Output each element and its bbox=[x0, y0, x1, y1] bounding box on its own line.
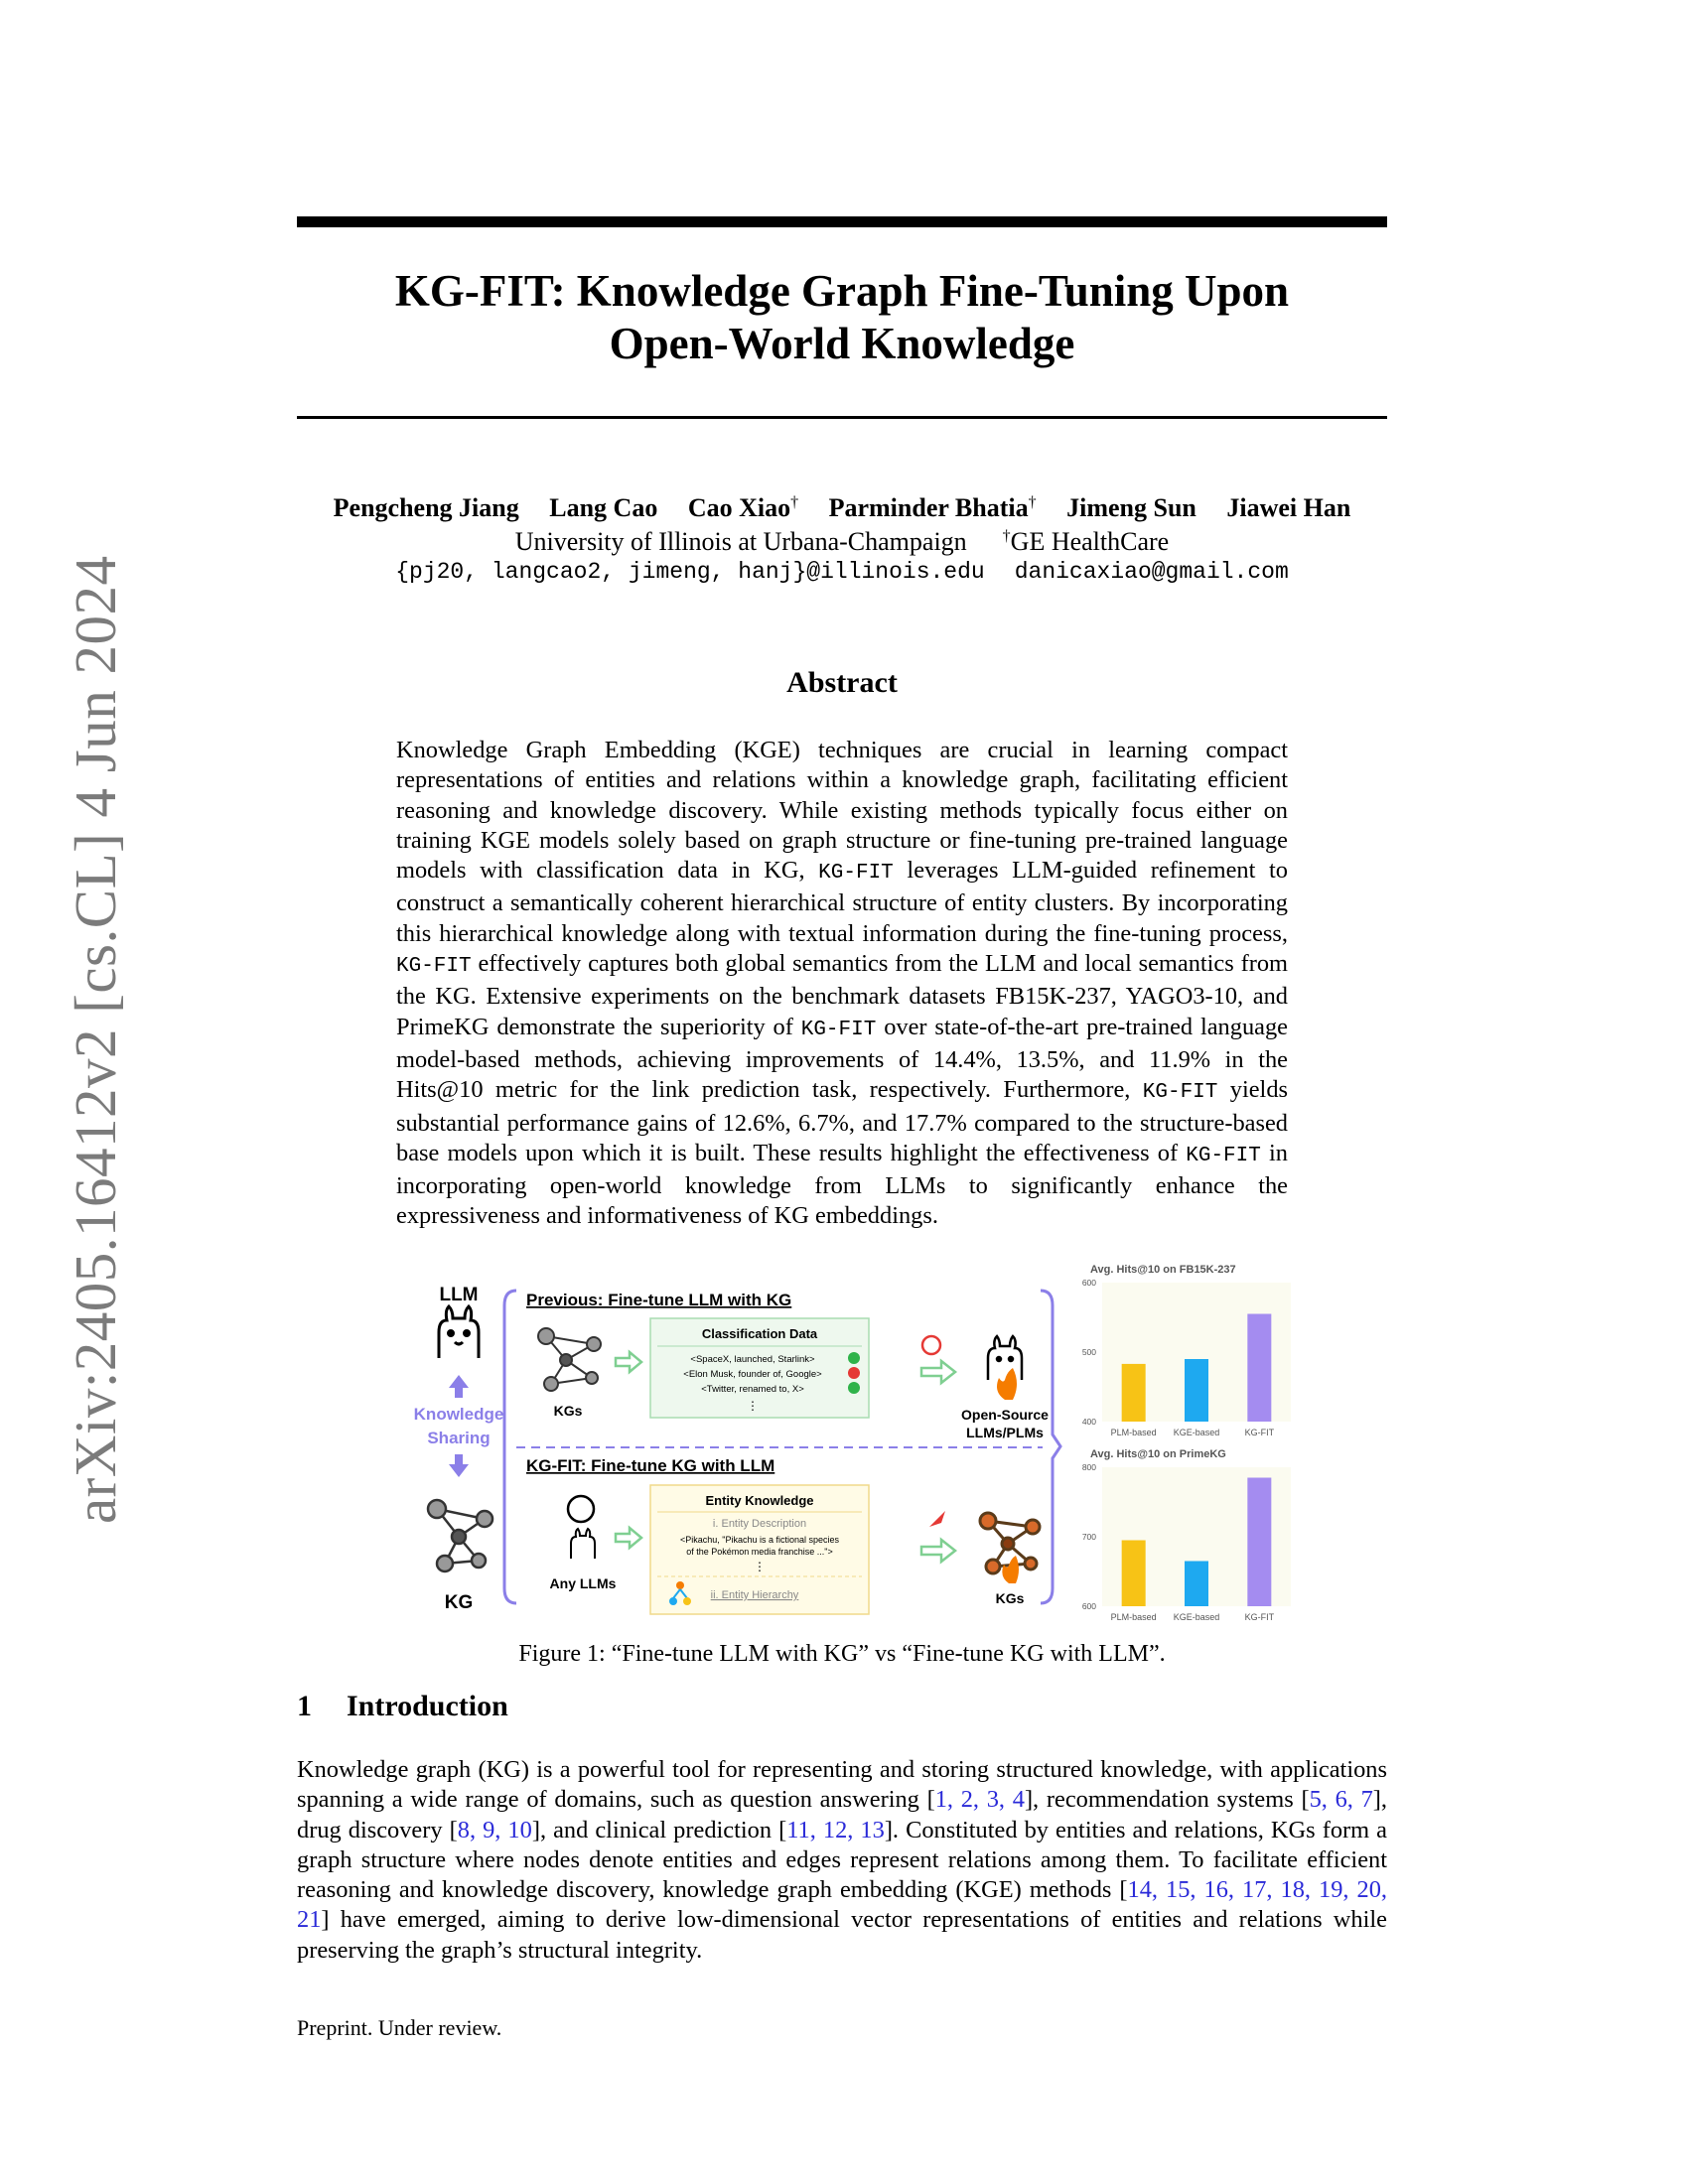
bar bbox=[1185, 1562, 1208, 1607]
author: Jiawei Han bbox=[1226, 493, 1351, 522]
arrow-right-icon bbox=[616, 1352, 641, 1372]
kgs-out-label: KGs bbox=[995, 1590, 1025, 1606]
affiliations bbox=[297, 527, 1387, 557]
email-illinois[interactable]: {pj20, langcao2, jimeng, hanj}@illinois.edu bbox=[395, 559, 985, 585]
check-icon bbox=[848, 1352, 860, 1364]
timer-icon bbox=[922, 1336, 940, 1354]
abstract-heading: Abstract bbox=[786, 666, 898, 699]
author: Parminder Bhatia† bbox=[828, 493, 1037, 522]
kgfit-title: KG-FIT: Fine-tune KG with LLM bbox=[526, 1456, 775, 1475]
entity-description-title: i. Entity Description bbox=[712, 1518, 807, 1530]
rocket-icon bbox=[929, 1511, 945, 1527]
flame-icon bbox=[1002, 1556, 1019, 1583]
figure-1 bbox=[397, 1261, 1296, 1633]
y-tick-label: 400 bbox=[1081, 1417, 1096, 1427]
entity-description-line: of the Pokémon media franchise ..."> bbox=[686, 1547, 833, 1557]
footer-note: Preprint. Under review. bbox=[297, 2015, 502, 2040]
title-rule-top bbox=[297, 216, 1387, 227]
previous-title: Previous: Fine-tune LLM with KG bbox=[526, 1291, 792, 1309]
title-line-2: Open-World Knowledge bbox=[609, 319, 1075, 368]
llm-label: LLM bbox=[439, 1285, 479, 1305]
author: Jimeng Sun bbox=[1066, 493, 1196, 522]
bar bbox=[1122, 1364, 1146, 1422]
author: Cao Xiao† bbox=[687, 493, 799, 522]
y-tick-label: 500 bbox=[1081, 1347, 1096, 1357]
figure-caption: Figure 1: “Fine-tune LLM with KG” vs “Fine-tune KG with LLM”. bbox=[518, 1641, 1166, 1667]
openai-icon bbox=[568, 1496, 594, 1522]
entity-dots: ⋮ bbox=[754, 1560, 766, 1573]
title-line-1: KG-FIT: Knowledge Graph Fine-Tuning Upon bbox=[394, 266, 1290, 316]
author: Pengcheng Jiang bbox=[333, 493, 519, 522]
check-icon bbox=[848, 1382, 860, 1394]
code-kgfit: KG-FIT bbox=[396, 955, 472, 979]
citation-link[interactable]: 14, 15, 16, 17, 18, 19, 20, 21 bbox=[297, 1876, 1387, 1934]
citation-link[interactable]: 11, 12, 13 bbox=[786, 1816, 885, 1843]
knowledge-sharing-2: Sharing bbox=[427, 1429, 491, 1447]
arrow-down-icon bbox=[449, 1454, 469, 1477]
code-kgfit: KG-FIT bbox=[818, 862, 894, 886]
y-tick-label: 600 bbox=[1081, 1278, 1096, 1288]
class-row: <Elon Musk, founder of, Google> bbox=[683, 1369, 822, 1380]
x-tick-label: KG-FIT bbox=[1244, 1428, 1275, 1437]
y-tick-label: 800 bbox=[1081, 1462, 1096, 1472]
bar bbox=[1247, 1478, 1271, 1607]
affiliation-ge: GE HealthCare bbox=[1010, 527, 1170, 556]
dagger-mark: † bbox=[790, 493, 799, 511]
open-source-label-1: Open-Source bbox=[961, 1407, 1049, 1423]
y-tick-label: 600 bbox=[1081, 1601, 1096, 1611]
email-gmail[interactable]: danicaxiao@gmail.com bbox=[1014, 559, 1289, 585]
emails bbox=[297, 559, 1387, 585]
class-row: <Twitter, renamed to, X> bbox=[701, 1384, 804, 1395]
arrow-right-icon bbox=[616, 1528, 641, 1548]
abstract-body: Knowledge Graph Embedding (KGE) techniques are crucial in learning compact representations of entities and relations within a knowledge graph, facilitating efficient reasoning and knowledge discovery. While existing methods typically focus either on training KGE models solely based on graph structure or fine-tuning pre-trained language models with classification data in KG, KG-FIT leverages LLM-guided refinement to construct a semantically coherent hierarchical structure of entity clusters. By incorporating this hierarchical knowledge along with textual information during the fine-tuning process, KG-FIT effectively captures both global semantics from the LLM and local semantics from the KG. Extensive experiments on the benchmark datasets FB15K-237, YAGO3-10, and PrimeKG demonstrate the superiority of KG-FIT over state-of-the-art pre-trained language model-based methods, achieving improvements of 14.4%, 13.5%, and 11.9% in the Hits@10 metric for the link prediction task, respectively. Furthermore, KG-FIT yields substantial performance gains of 12.6%, 6.7%, and 17.7% compared to the structure-based base models upon which it is built. These results highlight the effectiveness of KG-FIT in incorporating open-world knowledge from LLMs to significantly enhance the expressiveness and informativeness of KG embeddings. bbox=[396, 737, 1289, 1230]
x-tick-label: KGE-based bbox=[1173, 1428, 1220, 1437]
kg-label: KG bbox=[444, 1592, 474, 1613]
any-llms-label: Any LLMs bbox=[549, 1575, 617, 1591]
knowledge-sharing-1: Knowledge bbox=[413, 1405, 504, 1424]
entity-description-line: <Pikachu, "Pikachu is a fictional species bbox=[679, 1535, 840, 1545]
dagger-mark: † bbox=[1002, 527, 1011, 545]
x-tick-label: KGE-based bbox=[1173, 1612, 1220, 1622]
chart-primekg bbox=[1082, 1448, 1291, 1622]
bar bbox=[1247, 1314, 1271, 1423]
left-brace bbox=[504, 1291, 516, 1603]
entity-knowledge-title: Entity Knowledge bbox=[705, 1493, 814, 1508]
entity-hierarchy-title: ii. Entity Hierarchy bbox=[710, 1589, 799, 1601]
section-number: 1 bbox=[297, 1690, 312, 1722]
chart-title: Avg. Hits@10 on FB15K-237 bbox=[1090, 1264, 1236, 1276]
flame-icon bbox=[997, 1368, 1017, 1400]
class-row: <SpaceX, launched, Starlink> bbox=[690, 1354, 815, 1365]
author-list bbox=[297, 493, 1387, 523]
arrow-up-icon bbox=[449, 1375, 469, 1398]
arxiv-identifier: arXiv:2405.16412v2 [cs.CL] 4 Jun 2024 bbox=[63, 555, 128, 1524]
cross-icon bbox=[848, 1367, 860, 1379]
chart-title: Avg. Hits@10 on PrimeKG bbox=[1090, 1448, 1226, 1460]
dagger-mark: † bbox=[1028, 493, 1037, 511]
arrow-right-icon bbox=[921, 1361, 955, 1383]
bar bbox=[1185, 1359, 1208, 1422]
y-tick-label: 700 bbox=[1081, 1532, 1096, 1542]
code-kgfit: KG-FIT bbox=[1186, 1144, 1261, 1167]
chart-fb15k bbox=[1082, 1264, 1291, 1437]
x-tick-label: PLM-based bbox=[1110, 1428, 1157, 1437]
citation-link[interactable]: 8, 9, 10 bbox=[457, 1816, 532, 1843]
code-kgfit: KG-FIT bbox=[1142, 1081, 1218, 1105]
author: Lang Cao bbox=[549, 493, 658, 522]
kgs-graph-icon bbox=[538, 1328, 601, 1391]
citation-link[interactable]: 1, 2, 3, 4 bbox=[934, 1786, 1025, 1814]
right-brace bbox=[1041, 1291, 1060, 1603]
bar bbox=[1122, 1541, 1146, 1607]
section-heading bbox=[297, 1690, 508, 1723]
x-tick-label: PLM-based bbox=[1110, 1612, 1157, 1622]
small-llama-icon bbox=[571, 1529, 595, 1559]
class-dots: ⋮ bbox=[747, 1399, 759, 1413]
affiliation-uiuc: University of Illinois at Urbana-Champaign bbox=[514, 527, 967, 556]
kg-graph-icon bbox=[428, 1500, 492, 1571]
llama-icon bbox=[439, 1306, 479, 1358]
classification-title: Classification Data bbox=[701, 1326, 818, 1341]
paper-title bbox=[297, 265, 1387, 370]
arrow-right-icon bbox=[921, 1540, 955, 1562]
section-title: Introduction bbox=[347, 1690, 508, 1722]
introduction-body: Knowledge graph (KG) is a powerful tool for representing and storing structured knowledge, with applications spanning a wide range of domains, such as question answering [1, 2, 3, 4], recommendation systems [5, 6, 7], drug discovery [8, 9, 10], and clinical prediction [11, 12, 13]. Constituted by entities and relations, KGs form a graph structure where nodes denote entities and edges represent relations among them. To facilitate efficient reasoning and knowledge discovery, knowledge graph embedding (KGE) methods [14, 15, 16, 17, 18, 19, 20, 21] have emerged, aiming to derive low-dimensional vector representations of entities and relations while preserving the graph’s structural integrity. bbox=[297, 1756, 1388, 1964]
kgs-label: KGs bbox=[553, 1403, 583, 1419]
llama-flame-icon bbox=[988, 1336, 1022, 1380]
code-kgfit: KG-FIT bbox=[800, 1018, 877, 1041]
open-source-label-2: LLMs/PLMs bbox=[966, 1425, 1044, 1440]
citation-link[interactable]: 5, 6, 7 bbox=[1309, 1786, 1373, 1814]
x-tick-label: KG-FIT bbox=[1244, 1612, 1275, 1622]
title-rule-bottom bbox=[297, 416, 1387, 419]
